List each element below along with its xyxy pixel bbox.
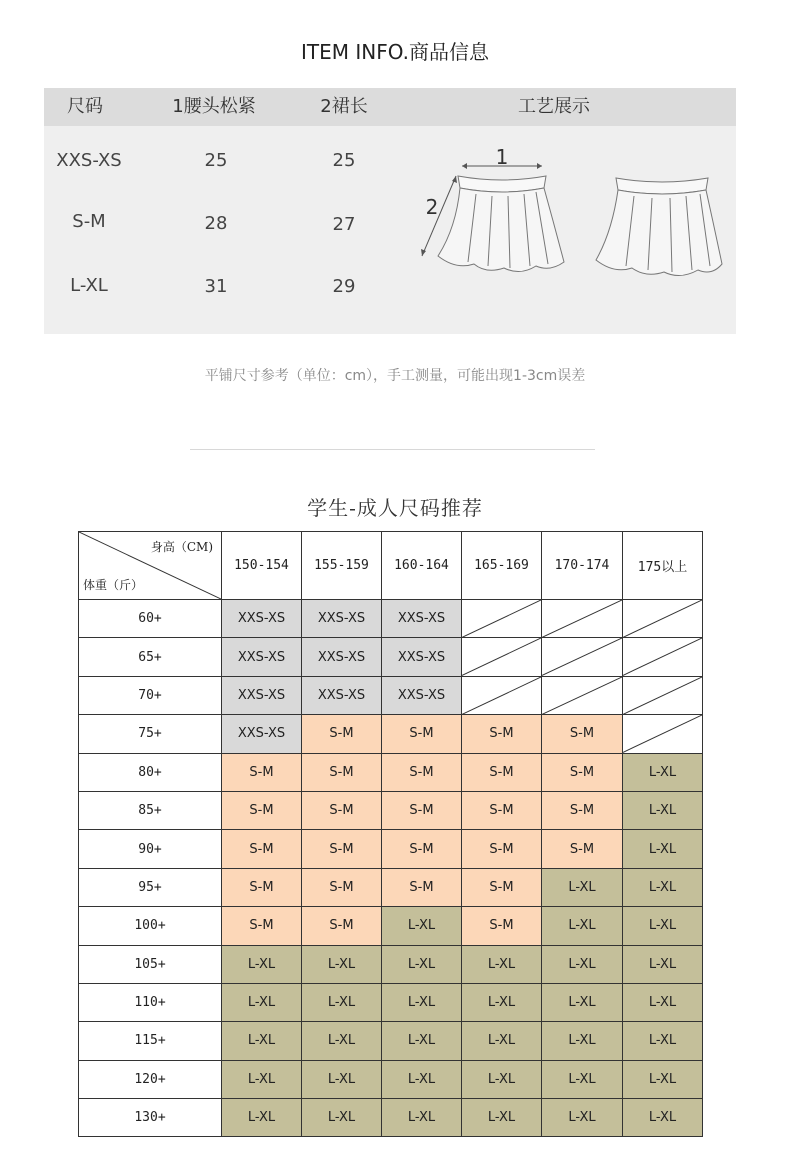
- size-cell: L-XL: [542, 983, 623, 1021]
- size-cell: XXS-XS: [222, 676, 302, 714]
- size-row-1-size: XXS-XS: [56, 150, 122, 171]
- size-cell: XXS-XS: [302, 600, 382, 638]
- height-header: 170-174: [542, 532, 623, 600]
- size-cell: L-XL: [302, 1099, 382, 1137]
- size-cell: L-XL: [623, 945, 703, 983]
- size-cell: L-XL: [302, 1060, 382, 1098]
- weight-label: 105+: [79, 945, 222, 983]
- weight-label: 80+: [79, 753, 222, 791]
- size-row-3-length: 29: [332, 276, 356, 297]
- size-cell: L-XL: [462, 1022, 542, 1060]
- table-row: [79, 715, 703, 753]
- slash-mark: [462, 677, 541, 714]
- size-info-header: [44, 88, 736, 126]
- size-cell: L-XL: [222, 1022, 302, 1060]
- header-craft: 工艺展示: [518, 96, 590, 117]
- size-cell: S-M: [382, 753, 462, 791]
- size-cell: L-XL: [542, 945, 623, 983]
- not-applicable-cell: [462, 600, 542, 638]
- not-applicable-cell: [623, 715, 703, 753]
- size-recommend-table: [78, 531, 703, 1137]
- table-row: [79, 638, 703, 676]
- weight-label: 95+: [79, 868, 222, 906]
- size-cell: XXS-XS: [382, 600, 462, 638]
- size-cell: L-XL: [462, 1099, 542, 1137]
- size-cell: L-XL: [623, 753, 703, 791]
- size-cell: S-M: [462, 753, 542, 791]
- size-row-2-length: 27: [332, 214, 356, 235]
- corner-height-label: 身高（CM): [150, 540, 213, 554]
- size-cell: S-M: [542, 830, 623, 868]
- size-cell: S-M: [382, 715, 462, 753]
- size-cell: L-XL: [302, 983, 382, 1021]
- weight-label: 100+: [79, 907, 222, 945]
- slash-mark: [623, 600, 702, 637]
- size-cell: XXS-XS: [222, 638, 302, 676]
- height-header: 155-159: [302, 532, 382, 600]
- size-cell: S-M: [462, 791, 542, 829]
- weight-label: 120+: [79, 1060, 222, 1098]
- not-applicable-cell: [623, 676, 703, 714]
- size-cell: L-XL: [462, 1060, 542, 1098]
- size-cell: L-XL: [462, 983, 542, 1021]
- size-cell: S-M: [302, 868, 382, 906]
- size-cell: S-M: [382, 791, 462, 829]
- size-cell: S-M: [222, 907, 302, 945]
- weight-label: 65+: [79, 638, 222, 676]
- size-cell: L-XL: [623, 1060, 703, 1098]
- weight-label: 75+: [79, 715, 222, 753]
- size-cell: S-M: [302, 715, 382, 753]
- size-cell: L-XL: [623, 983, 703, 1021]
- diagram-label-waist: 1: [495, 145, 509, 169]
- weight-label: 90+: [79, 830, 222, 868]
- weight-label: 130+: [79, 1099, 222, 1137]
- height-header: 150-154: [222, 532, 302, 600]
- item-info-title: ITEM INFO.商品信息: [300, 40, 490, 64]
- size-cell: S-M: [382, 830, 462, 868]
- size-cell: L-XL: [382, 1099, 462, 1137]
- size-cell: XXS-XS: [382, 676, 462, 714]
- size-row-1-length: 25: [332, 150, 356, 171]
- weight-label: 60+: [79, 600, 222, 638]
- slash-mark: [542, 600, 622, 637]
- size-cell: S-M: [302, 830, 382, 868]
- size-row-2-size: S-M: [72, 211, 106, 232]
- size-cell: XXS-XS: [302, 676, 382, 714]
- size-cell: S-M: [222, 868, 302, 906]
- size-cell: L-XL: [542, 1022, 623, 1060]
- size-cell: L-XL: [623, 1099, 703, 1137]
- size-cell: L-XL: [302, 1022, 382, 1060]
- size-cell: L-XL: [382, 1060, 462, 1098]
- skirt-craft-illustration: [416, 138, 736, 328]
- size-cell: S-M: [462, 868, 542, 906]
- size-cell: L-XL: [222, 1099, 302, 1137]
- table-row: [79, 791, 703, 829]
- size-cell: S-M: [462, 715, 542, 753]
- not-applicable-cell: [542, 600, 623, 638]
- slash-mark: [623, 677, 702, 714]
- not-applicable-cell: [542, 676, 623, 714]
- table-corner-cell: [79, 532, 222, 600]
- table-row: [79, 945, 703, 983]
- size-cell: S-M: [302, 753, 382, 791]
- table-row: [79, 1022, 703, 1060]
- size-cell: L-XL: [542, 1060, 623, 1098]
- size-cell: S-M: [302, 791, 382, 829]
- size-cell: S-M: [302, 907, 382, 945]
- size-cell: L-XL: [623, 791, 703, 829]
- table-row: [79, 1099, 703, 1137]
- size-cell: S-M: [542, 791, 623, 829]
- size-cell: L-XL: [222, 983, 302, 1021]
- size-cell: L-XL: [623, 1022, 703, 1060]
- size-cell: S-M: [542, 715, 623, 753]
- size-row-3-waist: 31: [204, 276, 228, 297]
- size-row-3-size: L-XL: [70, 275, 108, 296]
- size-cell: S-M: [382, 868, 462, 906]
- table-row: [79, 907, 703, 945]
- size-row-1-waist: 25: [204, 150, 228, 171]
- weight-label: 110+: [79, 983, 222, 1021]
- table-row: [79, 983, 703, 1021]
- weight-label: 85+: [79, 791, 222, 829]
- recommend-title: 学生-成人尺码推荐: [307, 496, 483, 520]
- measurement-note: 平铺尺寸参考（单位：cm），手工测量，可能出现1-3cm误差: [204, 368, 586, 384]
- size-cell: XXS-XS: [302, 638, 382, 676]
- height-header: 165-169: [462, 532, 542, 600]
- not-applicable-cell: [462, 676, 542, 714]
- size-cell: S-M: [222, 791, 302, 829]
- not-applicable-cell: [542, 638, 623, 676]
- table-row: [79, 868, 703, 906]
- size-cell: S-M: [222, 753, 302, 791]
- size-cell: L-XL: [222, 1060, 302, 1098]
- size-cell: L-XL: [542, 907, 623, 945]
- size-cell: L-XL: [623, 907, 703, 945]
- slash-mark: [462, 638, 541, 675]
- table-header-row: [79, 532, 703, 600]
- size-cell: XXS-XS: [222, 715, 302, 753]
- table-row: [79, 753, 703, 791]
- corner-weight-label: 体重（斤）: [83, 578, 144, 592]
- size-cell: L-XL: [623, 830, 703, 868]
- table-row: [79, 830, 703, 868]
- slash-mark: [542, 638, 622, 675]
- size-cell: S-M: [222, 830, 302, 868]
- weight-label: 115+: [79, 1022, 222, 1060]
- not-applicable-cell: [462, 638, 542, 676]
- slash-mark: [462, 600, 541, 637]
- size-cell: L-XL: [382, 907, 462, 945]
- header-waist: 1腰头松紧: [172, 96, 256, 117]
- size-cell: L-XL: [382, 1022, 462, 1060]
- header-length: 2裙长: [320, 96, 368, 117]
- size-info-panel: [44, 88, 736, 334]
- size-row-2-waist: 28: [204, 213, 228, 234]
- not-applicable-cell: [623, 600, 703, 638]
- header-size: 尺码: [67, 96, 103, 117]
- size-cell: XXS-XS: [222, 600, 302, 638]
- weight-label: 70+: [79, 676, 222, 714]
- table-row: [79, 600, 703, 638]
- table-row: [79, 676, 703, 714]
- slash-mark: [623, 638, 702, 675]
- height-header: 160-164: [382, 532, 462, 600]
- size-cell: L-XL: [382, 983, 462, 1021]
- not-applicable-cell: [623, 638, 703, 676]
- height-header: 175以上: [623, 532, 703, 600]
- size-cell: S-M: [542, 753, 623, 791]
- section-divider: [190, 449, 595, 450]
- size-cell: S-M: [462, 830, 542, 868]
- table-row: [79, 1060, 703, 1098]
- slash-mark: [623, 715, 702, 752]
- size-cell: S-M: [462, 907, 542, 945]
- size-cell: L-XL: [623, 868, 703, 906]
- size-cell: L-XL: [542, 1099, 623, 1137]
- size-cell: L-XL: [302, 945, 382, 983]
- diagram-label-length: 2: [425, 195, 439, 219]
- slash-mark: [542, 677, 622, 714]
- size-cell: L-XL: [542, 868, 623, 906]
- size-cell: L-XL: [222, 945, 302, 983]
- size-cell: XXS-XS: [382, 638, 462, 676]
- size-cell: L-XL: [462, 945, 542, 983]
- size-cell: L-XL: [382, 945, 462, 983]
